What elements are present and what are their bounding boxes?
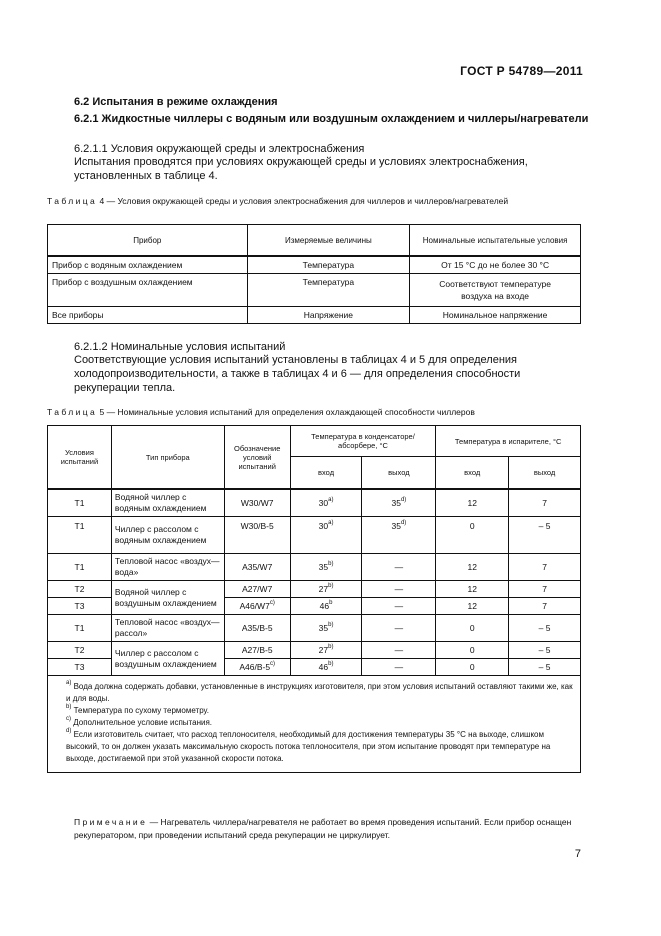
table-row: Т1 Тепловой насос «воздух—рассол» A35/B-5 35$^{b)}$ — 0 – 5 [48, 615, 581, 642]
table-4-header: Номинальные испытательные условия [410, 225, 581, 257]
table-4 [47, 224, 581, 324]
table-5-header: выход [362, 457, 436, 489]
table-row: Все приборы Напряжение Номинальное напряжение [48, 307, 581, 324]
section-6-2-1-1-title: 6.2.1.1 Условия окружающей среды и электроснабжения [74, 143, 365, 155]
table-row: Т1 Чиллер с рассолом с водяным охлаждением W30/B-5 30$^{a)}$ 35$^{d)}$ 0 – 5 [48, 517, 581, 554]
table-5-header: Температура в испарителе, °С [436, 426, 581, 457]
section-6-2-1-title: 6.2.1 Жидкостные чиллеры с водяным или воздушным охлаждением и чиллеры/нагреватели [74, 113, 589, 125]
table-row: Прибор с водяным охлаждением Температура От 15 °С до не более 30 °С [48, 256, 581, 274]
table-row: Прибор с воздушным охлаждением Температура Соответствуют температуре воздуха на входе [48, 274, 581, 307]
page-number: 7 [574, 848, 581, 860]
table-5-header: вход [436, 457, 509, 489]
table-5-header: Обозначение условий испытаний [224, 426, 290, 490]
table-5-header: Условия испытаний [48, 426, 112, 490]
footnote: $^{c)}$ Дополнительное условие испытания. [66, 716, 213, 727]
table-5-header: выход [509, 457, 581, 489]
table-5-caption: Таблица 5 — Номинальные условия испытаний для определения охлаждающей способности чиллеров [47, 407, 475, 417]
table-4-header: Измеряемые величины [247, 225, 410, 257]
section-6-2-title: 6.2 Испытания в режиме охлаждения [74, 96, 278, 108]
section-6-2-1-2-title: 6.2.1.2 Номинальные условия испытаний [74, 341, 286, 353]
section-6-2-1-1-body: Испытания проводятся при условиях окружающей среды и условиях электроснабжения, установленных в таблице 4. [74, 156, 528, 182]
section-6-2-1-2-body: Соответствующие условия испытаний установлены в таблицах 4 и 5 для определения холодопроизводительности, а также в таблицах 4 и 6 — для определения способности рекуперации тепла. [74, 354, 521, 394]
table-5-header: Температура в конденсаторе/абсорбере, °С [290, 426, 436, 457]
table-row: Т2 Чиллер с рассолом с воздушным охлаждением A27/B-5 27$^{b)}$ — 0 – 5 [48, 642, 581, 659]
table-5-header: вход [290, 457, 362, 489]
footnote: $^{a)}$ Вода должна содержать добавки, установленные в инструкциях изготовителя, при этом условия испытаний оставляют такими же, как и для воды. [66, 680, 573, 703]
table-5 [47, 425, 581, 773]
table-4-header: Прибор [48, 225, 248, 257]
table-row: Т3 A46/B-5$^{c)}$ 46$^{b)}$ — 0 – 5 [48, 659, 581, 676]
table-5-footnotes [48, 676, 581, 773]
table-row: Т3 A46/W7$^{c)}$ 46$^b$ — 12 7 [48, 598, 581, 615]
note: Примечание — Нагреватель чиллера/нагревателя не работает во время проведения испытаний. Если прибор оснащен рекуператором, при проведении испытаний среда рекуперации не циркулирует. [74, 817, 572, 840]
table-4-caption: Таблица 4 — Условия окружающей среды и условия электроснабжения для чиллеров и чиллеров/нагревателей [47, 196, 509, 206]
table-row: Т2 Водяной чиллер с воздушным охлаждением A27/W7 27$^{b)}$ — 12 7 [48, 581, 581, 598]
footnote: $^{d)}$ Если изготовитель считает, что расход теплоносителя, необходимый для достижения температуры 35 °С на выходе, слишком высокий, то он должен указать максимальную скорость потока теплоносителя, при этом испытание проводят при температуре на выходе, достигаемой при этой указанной скорости потока. [66, 728, 551, 763]
table-row: Т1 Тепловой насос «воздух—вода» A35/W7 35$^{b)}$ — 12 7 [48, 554, 581, 581]
table-5-header: Тип прибора [111, 426, 224, 490]
table-row: Т1 Водяной чиллер с водяным охлаждением W30/W7 30$^{a)}$ 35$^{d)}$ 12 7 [48, 489, 581, 517]
footnote: $^{b)}$ Температура по сухому термометру. [66, 704, 209, 715]
document-code: ГОСТ Р 54789—2011 [460, 64, 583, 78]
